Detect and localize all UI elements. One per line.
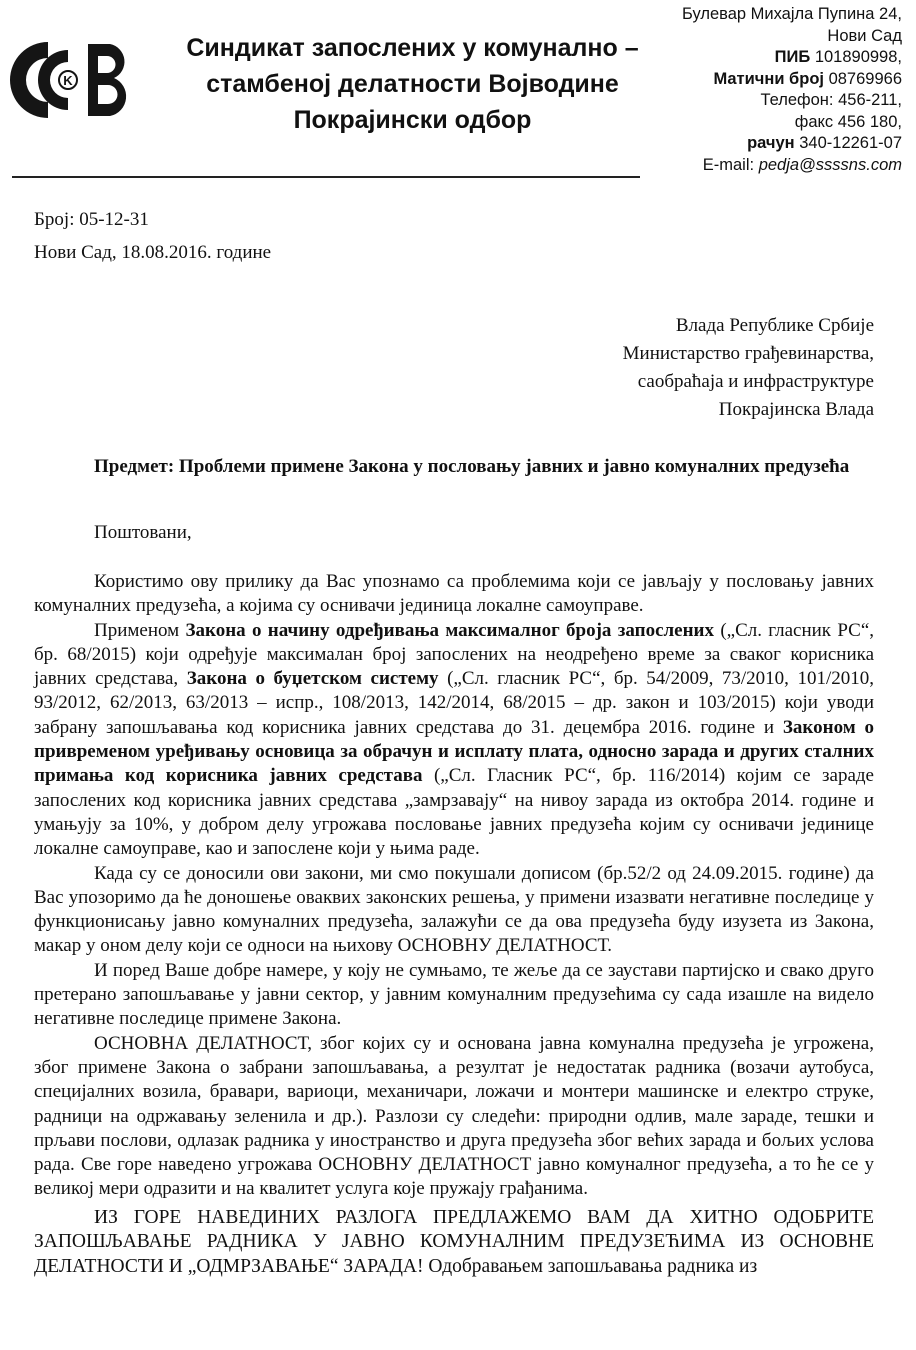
union-logo-icon xyxy=(10,40,135,120)
law-title-salaries: Законом о привременом уређивању основица за обрачун и исплату плата, односно зарада и других сталних примања код корисника јавних средстава xyxy=(34,716,874,787)
registration-number-line xyxy=(642,69,902,91)
registration-number-label: Матични број xyxy=(713,69,824,88)
paragraph-2 xyxy=(34,619,874,862)
paragraph-2-text-a: Применом xyxy=(94,619,186,641)
email-line xyxy=(642,155,902,177)
paragraph-3: Када су се доносили ови закони, ми смо покушали дописом (бр.52/2 од 24.09.2015. године) да Вас упозоримо да ће доношење оваквих законских решења, у примени изазвати негативне последице у функционисању јавно комуналних предузећа, залажући се да ова предузећа буду изузета из Закона, макар у оном делу који се односи на њихову ОСНОВНУ ДЕЛАТНОСТ. xyxy=(34,862,874,957)
recipient-line-3: саобраћаја и инфраструктуре xyxy=(637,371,874,392)
pib-value: 101890998, xyxy=(810,48,902,66)
svg-text:K: K xyxy=(63,73,73,88)
pib-line xyxy=(642,47,902,69)
phone-line: Телефон: 456-211, xyxy=(760,91,902,109)
recipient-block xyxy=(474,312,874,424)
law-title-employees: Закона о начину одређивања максималног броја запослених xyxy=(185,619,714,641)
paragraph-5: ОСНОВНА ДЕЛАТНОСТ, због којих су и основана јавна комунална предузећа је угрожена, због примене Закона о забрани запошљавања, а резултат је недостатак радника (возачи аутобуса, специјалних возила, бравари, вариоци, механичари, ложачи и монтери машинске и електро струке, радници на одржавању зеленила и др.). Разлози су следећи: природни одлив, мале зараде, тешки и прљави послови, одлазак радника у иностранство и друга предузећа због већих зарада и бољих услова рада. Све горе наведено угрожава ОСНОВНУ ДЕЛАТНОСТ јавно комуналног предузећа, а то ће се у великој мери одразити и на квалитет услуга које пружају грађанима. xyxy=(34,1032,874,1200)
city-line: Нови Сад xyxy=(827,26,902,45)
organization-name xyxy=(140,30,685,138)
recipient-line-2: Министарство грађевинарства, xyxy=(622,343,874,364)
letter-body xyxy=(34,570,874,1279)
letter-meta xyxy=(34,203,271,269)
place-and-date: Нови Сад, 18.08.2016. године xyxy=(34,242,272,263)
paragraph-2-text-c: („Сл. гласник РС“, бр. 68/2015) који одређује максималан број запослених на неодређено време за сваког корисника јавних средстава, xyxy=(34,619,874,690)
header-divider xyxy=(12,176,640,178)
subject-line: Предмет: Проблеми примене Закона у пословању јавних и јавно комуналних предузећа xyxy=(94,456,850,477)
account-label: рачун xyxy=(747,134,795,152)
email-label: E-mail: xyxy=(702,155,759,174)
paragraph-2-text-g: („Сл. Гласник РС“, бр. 116/2014) којим се зараде запослених код корисника јавних средстава „замрзавају“ на нивоу зарада из октобра 2014. године и умањују за 10%, у добром делу угрожава пословање јавних предузећа којим су оснивачи јединице локалне самоуправе, као и запослене који у њима раде. xyxy=(34,765,874,860)
pib-label: ПИБ xyxy=(774,48,811,66)
account-line xyxy=(642,133,902,155)
paragraph-1: Користимо ову прилику да Вас упознамо са проблемима који се јављају у пословању јавних комуналних предузећа, а којима су оснивачи јединица локалне самоуправе. xyxy=(34,571,874,617)
org-name-line-1: Синдикат запослених у комунално – xyxy=(186,34,639,62)
law-title-budget: Закона о буџетском систему xyxy=(186,668,439,690)
recipient-line-4: Покрајинска Влада xyxy=(718,399,874,420)
org-name-line-3: Покрајински одбор xyxy=(293,106,532,134)
recipient-line-1: Влада Републике Србије xyxy=(675,315,874,336)
registration-number-value: 08769966 xyxy=(824,69,902,88)
account-value: 340-12261-07 xyxy=(794,134,902,152)
email-link[interactable]: pedja@ssssns.com xyxy=(758,155,902,174)
fax-line: факс 456 180, xyxy=(794,112,902,131)
paragraph-4: И поред Ваше добре намере, у коју не сумњамо, те жеље да се заустави партијско и свако друго претерано запошљавање у јавни сектор, у јавним комуналним предузећима су сада изашле на видело негативне последице примене Закона. xyxy=(34,959,874,1030)
contact-info xyxy=(642,4,902,176)
reference-number: Број: 05-12-31 xyxy=(34,209,149,230)
paragraph-2-text-e: („Сл. гласник РС“, бр. 54/2009, 73/2010, 101/2010, 93/2012, 62/2013, 63/2013 – испр., 108/2013, 142/2014, 68/2015 – др. закон и 103/2015) који уводи забрану запошљавања код корисника јавних средстава до 31. децембра 2016. године и xyxy=(34,668,874,738)
address-line: Булевар Михајла Пупина 24, xyxy=(681,5,902,23)
greeting: Поштовани, xyxy=(94,522,192,543)
org-name-line-2: стамбеној делатности Војводине xyxy=(206,70,619,98)
paragraph-6: ИЗ ГОРЕ НАВЕДИНИХ РАЗЛОГА ПРЕДЛАЖЕМО ВАМ ДА ХИТНО ОДОБРИТЕ ЗАПОШЉАВАЊЕ РАДНИКА У ЈАВНО КОМУНАЛНИМ ПРЕДУЗЕЋИМА ИЗ ОСНОВНЕ ДЕЛАТНОСТИ И „ОДМРЗАВАЊЕ“ ЗАРАДА! Одобравањем запошљавања радника из xyxy=(34,1206,874,1277)
